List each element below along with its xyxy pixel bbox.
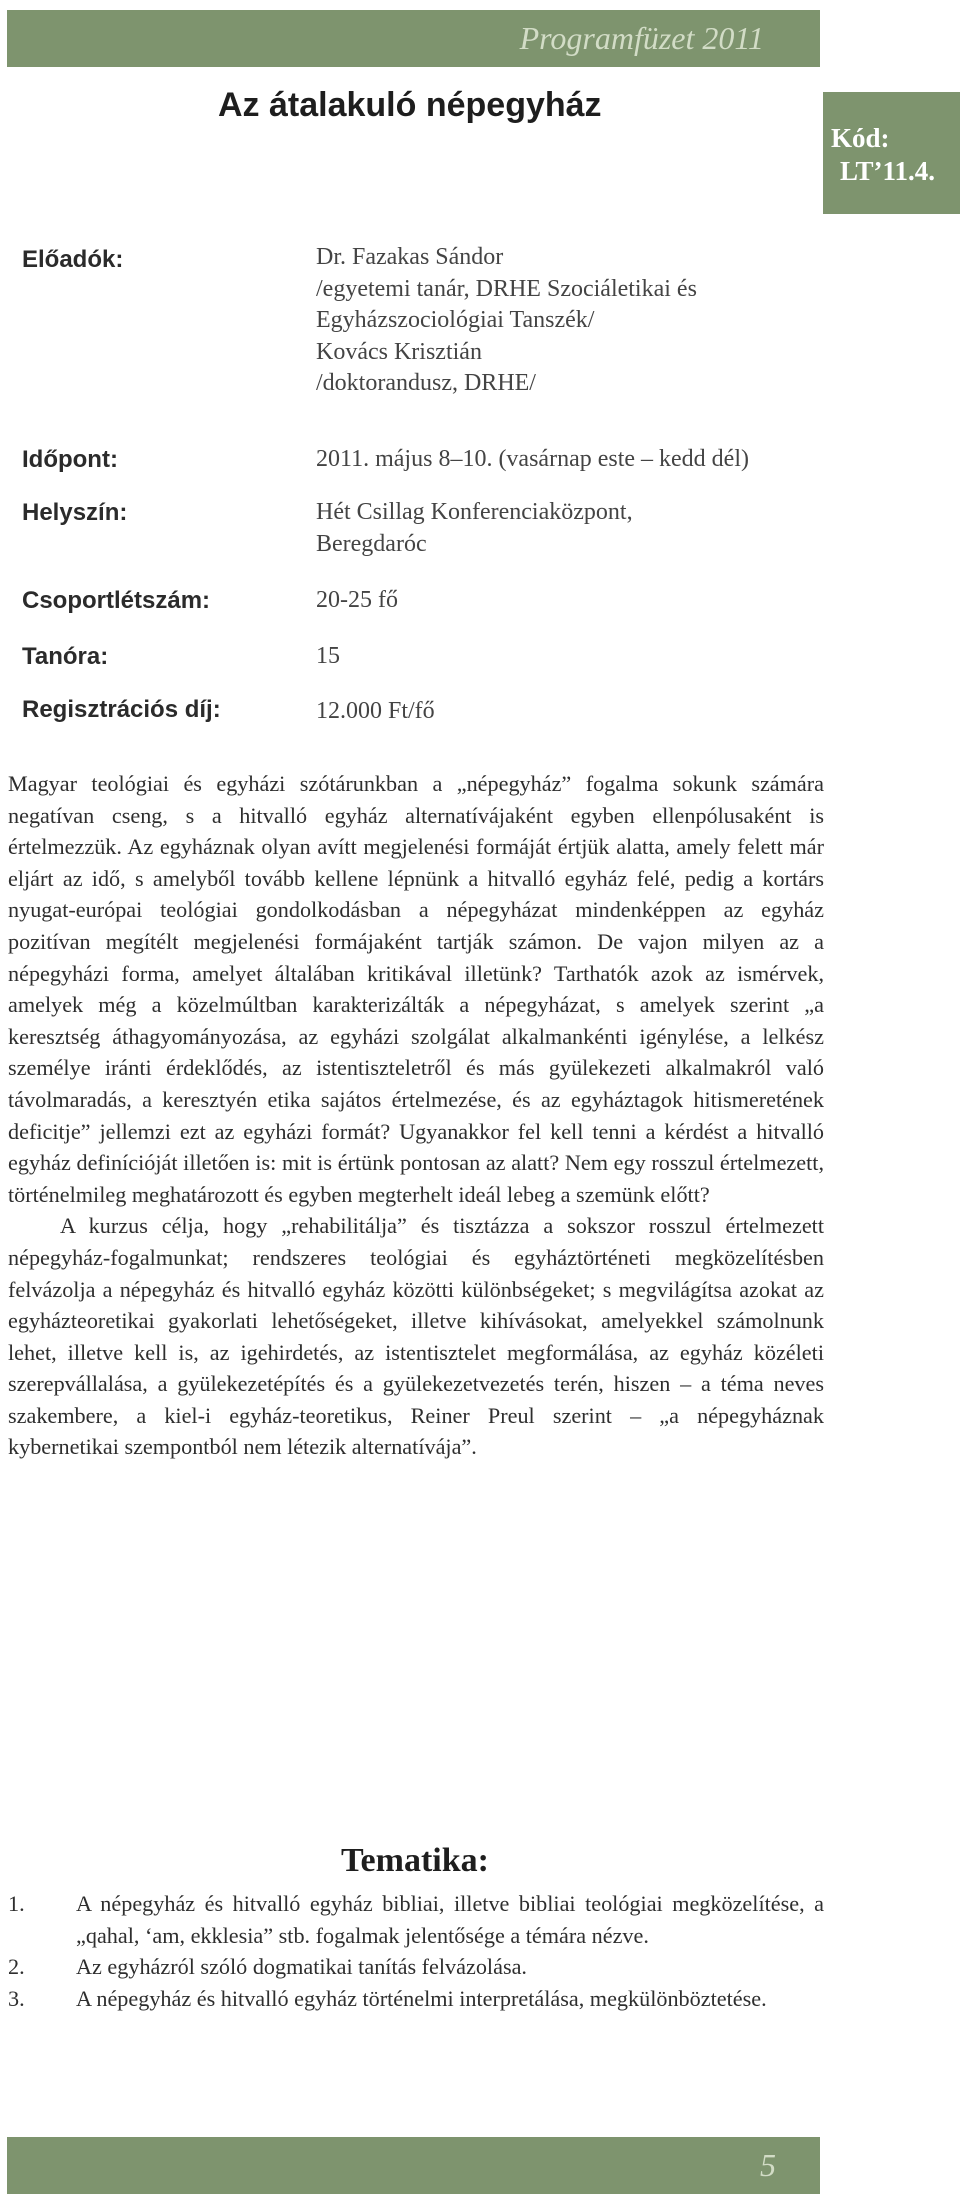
location-line: Hét Csillag Konferenciaközpont, [316, 499, 633, 525]
fee-label: Regisztrációs díj: [22, 696, 221, 723]
topic-number: 1. [8, 1891, 25, 1916]
hours-value: 15 [316, 643, 340, 669]
header-bar [7, 10, 820, 67]
footer-bar [7, 2137, 820, 2194]
location-line: Beregdaróc [316, 530, 427, 557]
course-code-label: Kód: [831, 123, 890, 153]
speakers-line: /doktorandusz, DRHE/ [316, 370, 536, 396]
location-label: Helyszín: [22, 499, 128, 526]
description-paragraph: A kurzus célja, hogy „rehabilitálja” és tisztázza a sokszor rosszul értelmezett népegyház-fogalmunkat; rendszeres teológiai és egyháztörténeti megközelítésben felvázolja a népegyház és hitvalló egyház közötti különbségeket; s megvilágítsa azokat az egyházteoretikai gyakorlati lehetőségeket, illetve kihívásokat, amelyekkel számolnunk lehet, illetve kell is, az igehirdetés, az istentisztelet megformálása, az egyház közéleti szerepvállalása, a gyülekezetépítés és a gyülekezetvezetés terén, hiszen – a téma neves szakembere, a kiel-i egyház-teoretikus, Reiner Preul szerint – „a népegyháznak kybernetikai szempontból nem létezik alternatívája”. [8, 1213, 824, 1460]
header-brand: Programfüzet 2011 [519, 20, 764, 56]
time-label: Időpont: [22, 446, 118, 473]
course-description [8, 768, 824, 1463]
topic-item [8, 1951, 824, 1983]
speakers-line: Dr. Fazakas Sándor [316, 244, 504, 270]
topic-text: Az egyházról szóló dogmatikai tanítás felvázolása. [76, 1954, 527, 1980]
speakers-label: Előadók: [22, 246, 124, 273]
page-title: Az átalakuló népegyház [218, 86, 602, 124]
course-code-value: LT’11.4. [840, 156, 936, 186]
group-size-value: 20-25 fő [316, 587, 398, 613]
topic-text: A népegyház és hitvalló egyház bibliai, illetve bibliai teológiai megközelítése, a „qahal, ‘am, ekklesia” stb. fogalmak jelentősége a témára nézve. [76, 1891, 824, 1948]
course-code-box [823, 92, 960, 214]
hours-label: Tanóra: [22, 643, 109, 670]
topic-text: A népegyház és hitvalló egyház történelmi interpretálása, megkülönböztetése. [76, 1985, 767, 2011]
page-number: 5 [760, 2147, 776, 2183]
time-value: 2011. május 8–10. (vasárnap este – kedd dél) [316, 446, 749, 472]
topics-list [8, 1888, 824, 2014]
speakers-line: Egyházszociológiai Tanszék/ [316, 307, 595, 333]
speakers-line: Kovács Krisztián [316, 338, 482, 365]
group-size-label: Csoportlétszám: [22, 587, 211, 614]
topic-number: 2. [8, 1954, 25, 1980]
topics-title: Tematika: [341, 1842, 489, 1879]
description-paragraph: Magyar teológiai és egyházi szótárunkban a „népegyház” fogalma sokunk számára negatívan cseng, s a hitvalló egyház alternatívájaként egyben ellenpólusaként is értelmezzük. Az egyháznak olyan avítt megjelenési formáját értjük alatta, amely felett már eljárt az idő, s amelyből tovább kellene lépnünk a hitvalló egyház felé, pedig a kortárs nyugat-európai teológiai gondolkodásban a népegyházat mindenképpen az egyház pozitívan megítélt megjelenési formájaként tartják számon. De vajon milyen az a népegyházi forma, amelyet általában kritikával illetünk? Tarthatók azok az ismérvek, amelyek még a közelmúltban karakterizálták a népegyházat, s amelyek szerint „a keresztség áthagyományozása, az egyházi szolgálat alkalmankénti igénylése, a lelkész személye iránti érdeklődés, az istentiszteletről és más gyülekezeti alkalmakról való távolmaradás, a keresztyén etika sajátos értelmezése, és az egyháztagok hitismeretének deficitje” jellemzi ezt az egyházi formát? Ugyanakkor fel kell tenni a kérdést a hitvalló egyház definícióját illetően is: mit is értünk pontosan az alatt? Nem egy rosszul értelmezett, történelmileg meghatározott és egyben megterhelt ideál lebeg a szemünk előtt? [8, 771, 824, 1207]
topic-number: 3. [8, 1985, 25, 2011]
topic-item [8, 1888, 824, 1951]
location-value [316, 497, 633, 560]
speakers-value [316, 242, 697, 400]
fee-value: 12.000 Ft/fő [316, 698, 435, 724]
topic-item [8, 1983, 824, 2015]
speakers-line: /egyetemi tanár, DRHE Szociáletikai és [316, 275, 697, 302]
